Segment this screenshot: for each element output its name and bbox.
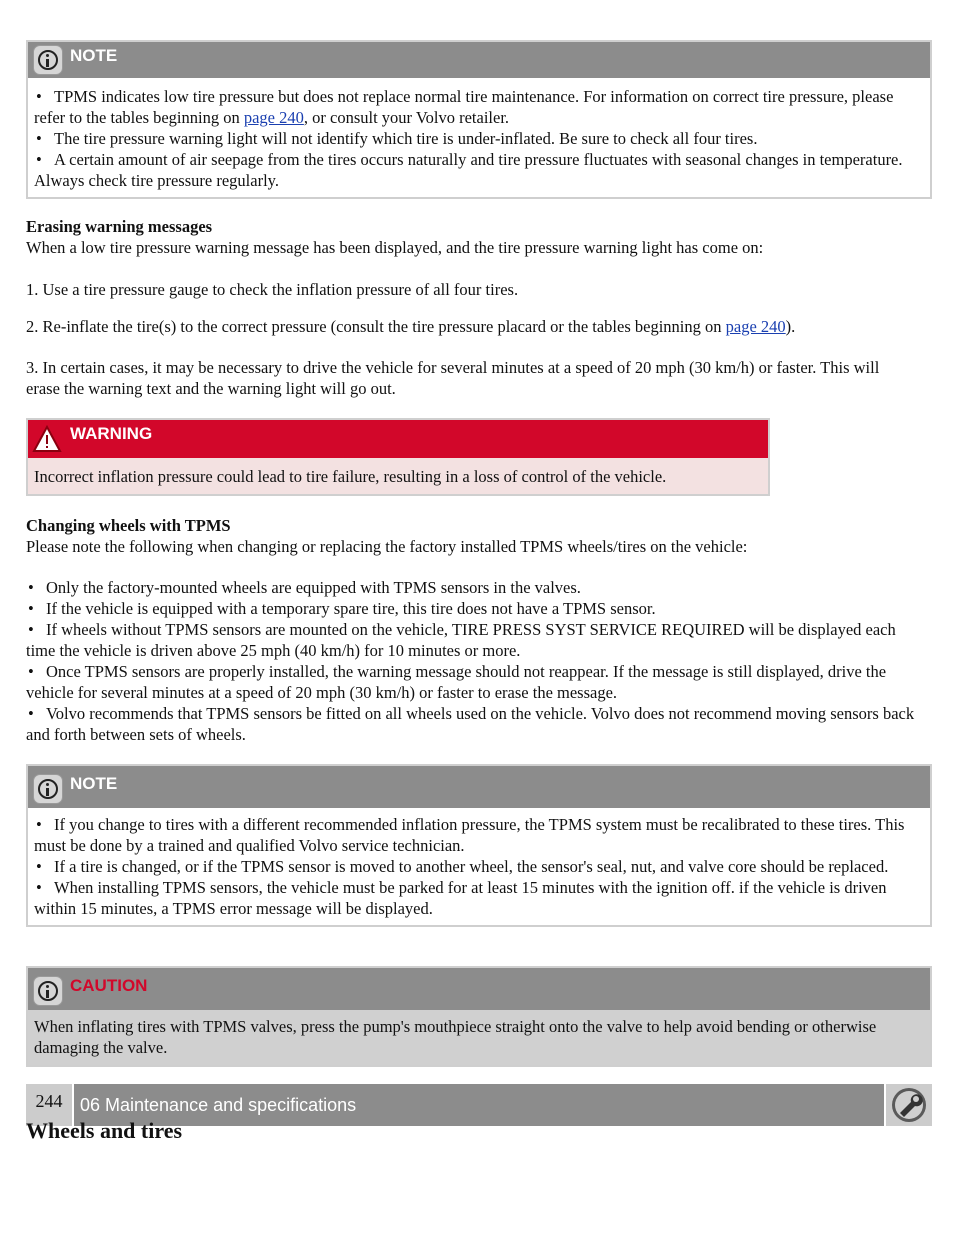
page-240-link[interactable]: page 240 [243, 108, 304, 127]
section-title: 06 Maintenance and specifications [74, 1084, 884, 1126]
caution-title: CAUTION [70, 976, 148, 995]
wrench-icon [886, 1084, 932, 1126]
step-2: 2. Re-inflate the tire(s) to the correct pressure (consult the tire pressure placard or the tables beginning on page 240). [26, 317, 796, 336]
page-240-link[interactable]: page 240 [725, 317, 786, 336]
warning-header [28, 420, 768, 458]
warning-triangle-icon [32, 424, 62, 454]
warning-box [26, 418, 770, 496]
caution-header [28, 968, 930, 1010]
note-box-2 [26, 764, 932, 927]
list-item: • If wheels without TPMS sensors are mounted on the vehicle, TIRE PRESS SYST SERVICE REQUIRED will be displayed each time the vehicle is driven above 25 mph (40 km/h) for 10 minutes or more. [26, 619, 926, 661]
section-intro: Please note the following when changing or replacing the factory installed TPMS wheels/tires on the vehicle: [26, 537, 748, 556]
list-item: • Volvo recommends that TPMS sensors be fitted on all wheels used on the vehicle. Volvo does not recommend moving sensors back and forth between sets of wheels. [26, 703, 926, 745]
list-item: • If the vehicle is equipped with a temporary spare tire, this tire does not have a TPMS sensor. [26, 598, 926, 619]
info-icon [33, 774, 63, 804]
section-intro: When a low tire pressure warning message has been displayed, and the tire pressure warning light has come on: [26, 238, 764, 257]
note-item: • The tire pressure warning light will not identify which tire is under-inflated. Be sure to check all four tires. [34, 128, 924, 149]
section-icon-box [886, 1084, 932, 1126]
step-3: 3. In certain cases, it may be necessary to drive the vehicle for several minutes at a speed of 20 mph (30 km/h) or faster. This will erase the warning text and the warning light will go out. [26, 358, 880, 398]
caution-text: When inflating tires with TPMS valves, press the pump's mouthpiece straight onto the valve to help avoid bending or otherwise damaging the valve. [28, 1010, 930, 1065]
note-header [28, 42, 930, 78]
page-number: 244 [26, 1084, 72, 1126]
changing-list [26, 577, 926, 745]
step-1: 1. Use a tire pressure gauge to check the inflation pressure of all four tires. [26, 280, 519, 299]
changing-section [26, 515, 936, 557]
section-heading: Erasing warning messages [26, 217, 213, 236]
note-item: • When installing TPMS sensors, the vehicle must be parked for at least 15 minutes with the ignition off. if the vehicle is driven within 15 minutes, a TPMS error message will be displayed. [34, 877, 924, 919]
note-item: • A certain amount of air seepage from the tires occurs naturally and tire pressure fluctuates with seasonal changes in temperature. Always check tire pressure regularly. [34, 149, 924, 191]
note-item: • If you change to tires with a different recommended inflation pressure, the TPMS system must be recalibrated to these tires. This must be done by a trained and qualified Volvo service technician. [34, 814, 924, 856]
list-item: • Only the factory-mounted wheels are equipped with TPMS sensors in the valves. [26, 577, 926, 598]
note-title: NOTE [70, 46, 118, 65]
note-title: NOTE [70, 774, 118, 793]
info-icon [33, 976, 63, 1006]
page-heading: Wheels and tires [26, 1118, 183, 1143]
note-item: • TPMS indicates low tire pressure but does not replace normal tire maintenance. For information on correct tire pressure, please refer to the tables beginning on page 240, or consult your Volvo retailer. [34, 86, 924, 128]
list-item: • Once TPMS sensors are properly installed, the warning message should not reappear. If the message is still displayed, drive the vehicle for several minutes at a speed of 20 mph (30 km/h) or faster to erase the message. [26, 661, 926, 703]
note-item: • If a tire is changed, or if the TPMS sensor is moved to another wheel, the sensor's seal, nut, and valve core should be replaced. [34, 856, 924, 877]
note-header [28, 766, 930, 808]
section-heading: Changing wheels with TPMS [26, 516, 231, 535]
warning-title: WARNING [70, 424, 153, 443]
note-box-1 [26, 40, 932, 199]
info-icon [33, 45, 63, 75]
warning-text: Incorrect inflation pressure could lead to tire failure, resulting in a loss of control of the vehicle. [34, 467, 667, 486]
caution-box [26, 966, 932, 1067]
erasing-section [26, 216, 936, 258]
